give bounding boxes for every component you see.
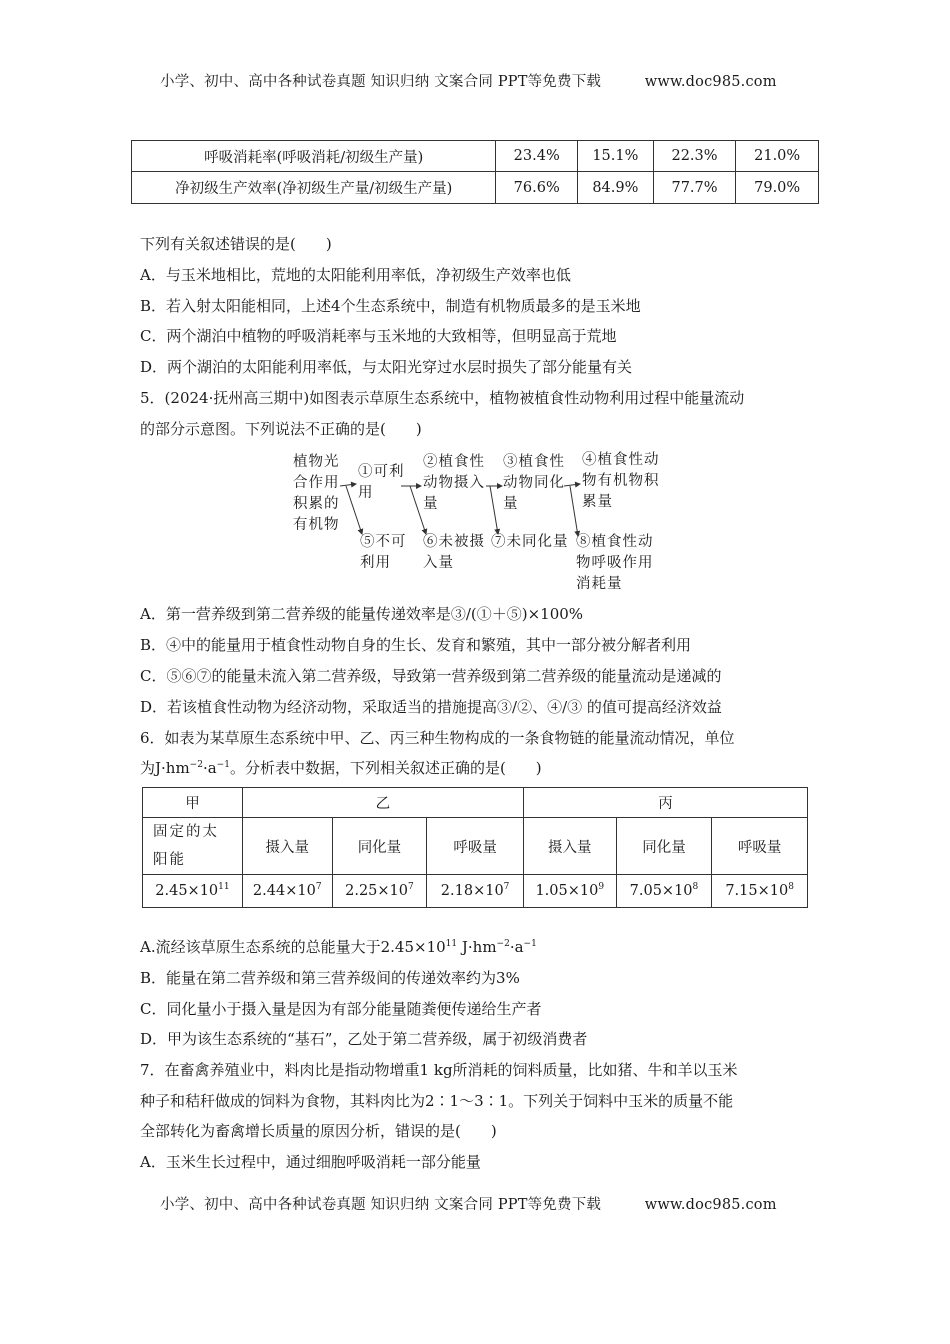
node-8-respiration <box>576 532 654 595</box>
subheader: 摄入量 <box>523 818 616 875</box>
table-cell <box>332 875 427 908</box>
question-5-stem: 5．(2024·抚州高三期中)如图表示草原生态系统中，植物被植食性动物利用过程中能量流动 <box>140 389 745 407</box>
option-c: C．同化量小于摄入量是因为有部分能量随粪便传递给生产者 <box>140 1000 542 1018</box>
energy-flow-diagram <box>280 444 680 604</box>
node-text: 量 <box>503 496 519 512</box>
exponent: 11 <box>445 939 458 949</box>
table-cell: 76.6% <box>496 172 578 204</box>
value-exponent: 9 <box>598 882 605 893</box>
table-cell: 77.7% <box>653 172 736 204</box>
node-1-usable <box>358 462 405 504</box>
table-cell: 22.3% <box>653 141 736 172</box>
question-7-stem: 7．在畜禽养殖业中，料肉比是指动物增重1 kg所消耗的饲料质量，比如猪、牛和羊以玉米 <box>140 1061 738 1079</box>
node-2-intake <box>423 452 485 515</box>
header-url-link[interactable]: www.doc985.com <box>644 74 777 90</box>
node-7-not-assimilated <box>491 532 569 553</box>
page-header <box>160 70 777 91</box>
table-cell: 21.0% <box>736 141 819 172</box>
node-text: 物有机物积 <box>582 473 660 489</box>
question-stem: 下列有关叙述错误的是( ) <box>140 235 332 253</box>
option-d: D．甲为该生态系统的“基石”，乙处于第二营养级，属于初级消费者 <box>140 1030 588 1048</box>
node-text: 量 <box>423 496 439 512</box>
node-4-accumulation <box>582 450 660 513</box>
option-b: B．④中的能量用于植食性动物自身的生长、发育和繁殖，其中一部分被分解者利用 <box>140 636 692 654</box>
table-subheader-row <box>143 818 808 875</box>
value-base: 1.05×10 <box>535 883 599 899</box>
table-cell: 79.0% <box>736 172 819 204</box>
option-b: B．若入射太阳能相同，上述4个生态系统中，制造有机物质最多的是玉米地 <box>140 297 641 315</box>
table-header-row <box>143 788 808 818</box>
table-row <box>132 172 819 204</box>
option-text: ·a <box>509 938 524 956</box>
value-base: 7.15×10 <box>725 883 789 899</box>
option-a: A．与玉米地相比，荒地的太阳能利用率低，净初级生产效率也低 <box>140 266 571 284</box>
table-cell <box>242 875 332 908</box>
group-header-jia: 甲 <box>143 788 243 818</box>
node-text: 利用 <box>360 555 391 571</box>
value-base: 2.25×10 <box>345 883 409 899</box>
option-c: C．两个湖泊中植物的呼吸消耗率与玉米地的大致相等，但明显高于荒地 <box>140 327 617 345</box>
question-7-stem-cont: 全部转化为畜禽增长质量的原因分析，错误的是( ) <box>140 1122 497 1140</box>
option-text: A.流经该草原生态系统的总能量大于2.45×10 <box>140 938 446 956</box>
node-text: 合作用 <box>293 475 340 491</box>
node-text: 入量 <box>423 555 454 571</box>
option-a: A．玉米生长过程中，通过细胞呼吸消耗一部分能量 <box>140 1153 481 1171</box>
table-cell: 84.9% <box>578 172 654 204</box>
node-text: ③植食性 <box>503 454 565 470</box>
group-header-yi: 乙 <box>242 788 523 818</box>
node-text: ⑧植食性动 <box>576 534 654 550</box>
table-cell: 23.4% <box>496 141 578 172</box>
energy-flow-table <box>142 787 808 908</box>
node-3-assimilated <box>503 452 565 515</box>
row-label: 呼吸消耗率(呼吸消耗/初级生产量) <box>132 141 496 172</box>
table-row <box>143 875 808 908</box>
value-base: 2.45×10 <box>155 883 219 899</box>
node-text: 累量 <box>582 494 613 510</box>
subheader-text: 固定的太阳能 <box>153 824 219 868</box>
value-exponent: 11 <box>218 882 230 893</box>
subheader: 呼吸量 <box>712 818 808 875</box>
value-base: 7.05×10 <box>629 883 693 899</box>
header-ad-text: 小学、初中、高中各种试卷真题 知识归纳 文案合同 PPT等免费下载 <box>160 74 602 90</box>
node-text: 植物光 <box>293 454 340 470</box>
node-6-not-ingested <box>423 532 485 574</box>
option-text: J·hm <box>457 938 497 956</box>
node-text: 用 <box>358 485 374 501</box>
subheader: 摄入量 <box>242 818 332 875</box>
group-header-bing: 丙 <box>523 788 807 818</box>
table-cell <box>427 875 524 908</box>
node-5-unusable <box>360 532 407 574</box>
node-text: 积累的 <box>293 496 340 512</box>
question-6-stem-cont <box>140 758 542 778</box>
option-d: D．两个湖泊的太阳能利用率低，与太阳光穿过水层时损失了部分能量有关 <box>140 358 633 376</box>
footer-ad-text: 小学、初中、高中各种试卷真题 知识归纳 文案合同 PPT等免费下载 <box>160 1197 602 1213</box>
value-base: 2.44×10 <box>252 883 316 899</box>
page-footer <box>160 1193 777 1214</box>
node-text: ⑤不可 <box>360 534 407 550</box>
unit-exponent: −1 <box>216 760 230 770</box>
value-exponent: 7 <box>315 882 322 893</box>
node-text: 消耗量 <box>576 576 623 592</box>
footer-url-link[interactable]: www.doc985.com <box>644 1197 777 1213</box>
unit-exponent: −2 <box>189 760 203 770</box>
node-text: 有机物 <box>293 517 340 533</box>
table-cell <box>143 875 243 908</box>
value-base: 2.18×10 <box>440 883 504 899</box>
node-text: ⑦未同化量 <box>491 534 569 550</box>
option-b: B．能量在第二营养级和第三营养级间的传递效率约为3% <box>140 969 520 987</box>
node-text: ④植食性动 <box>582 452 660 468</box>
option-c: C．⑤⑥⑦的能量未流入第二营养级，导致第一营养级到第二营养级的能量流动是递减的 <box>140 667 722 685</box>
node-text: 动物同化 <box>503 475 565 491</box>
option-d: D．若该植食性动物为经济动物，采取适当的措施提高③/②、④/③ 的值可提高经济效益 <box>140 698 722 716</box>
exponent: −1 <box>523 939 537 949</box>
subheader: 呼吸量 <box>427 818 524 875</box>
option-a <box>140 937 537 957</box>
node-text: ⑥未被摄 <box>423 534 485 550</box>
question-6-stem: 6．如表为某草原生态系统中甲、乙、丙三种生物构成的一条食物链的能量流动情况，单位 <box>140 729 735 747</box>
value-exponent: 8 <box>788 882 794 893</box>
row-label: 净初级生产效率(净初级生产量/初级生产量) <box>132 172 496 204</box>
value-exponent: 8 <box>692 882 699 893</box>
table-row <box>132 141 819 172</box>
ecosystem-rate-table <box>131 140 819 204</box>
subheader: 同化量 <box>332 818 427 875</box>
table-cell <box>616 875 712 908</box>
node-plant-organic-matter <box>293 452 340 536</box>
subheader-fixed-solar <box>143 818 243 875</box>
stem-text: 。分析表中数据，下列相关叙述正确的是( ) <box>229 759 542 777</box>
table-cell <box>523 875 616 908</box>
node-text: 动物摄入 <box>423 475 485 491</box>
table-cell <box>712 875 808 908</box>
subheader: 同化量 <box>616 818 712 875</box>
node-text: ②植食性 <box>423 454 485 470</box>
table-cell: 15.1% <box>578 141 654 172</box>
exponent: −2 <box>496 939 510 949</box>
option-a: A．第一营养级到第二营养级的能量传递效率是③/(①＋⑤)×100% <box>140 605 584 623</box>
unit-text: 为J·hm <box>140 759 190 777</box>
question-7-stem-cont: 种子和秸秆做成的饲料为食物，其料肉比为2∶1～3∶1。下列关于饲料中玉米的质量不能 <box>140 1092 734 1110</box>
node-text: ①可利 <box>358 464 405 480</box>
question-5-stem-cont: 的部分示意图。下列说法不正确的是( ) <box>140 420 422 438</box>
value-exponent: 7 <box>408 882 414 893</box>
value-exponent: 7 <box>503 882 510 893</box>
node-text: 物呼吸作用 <box>576 555 654 571</box>
unit-text: ·a <box>202 759 217 777</box>
